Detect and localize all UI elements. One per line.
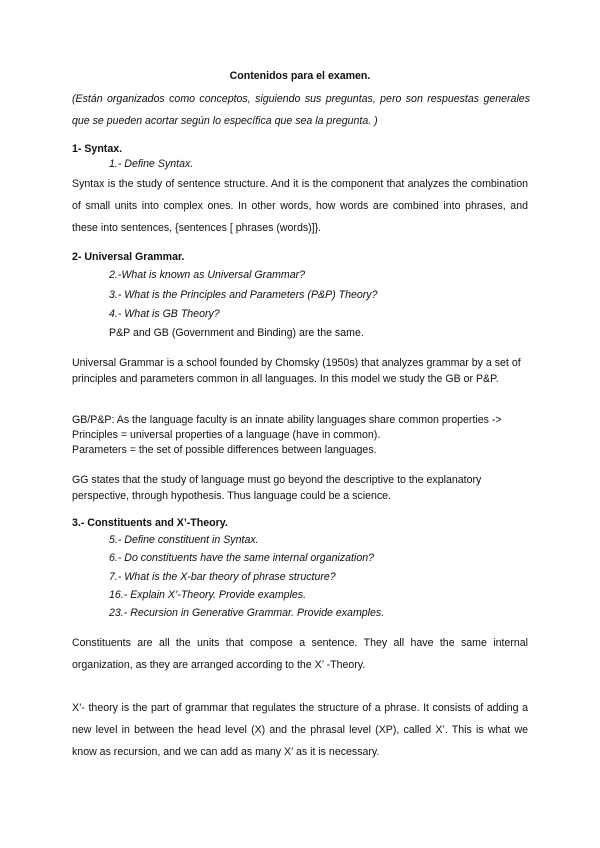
syntax-paragraph: Syntax is the study of sentence structure. And it is the component that analyzes the combination of small units into complex ones. In other words, how words are combined into phrases, and these into sentences, {sentences [ phrases (words)]}. (72, 178, 528, 234)
question-item: 3.- What is the Principles and Parameters (P&P) Theory? (109, 289, 378, 301)
x-bar-paragraph: X’- theory is the part of grammar that regulates the structure of a phrase. It consists of adding a new level in between the head level (X) and the phrasal level (XP), called X’. This is what we know as recursion, and we can add as many X’ as it is necessary. (72, 702, 528, 758)
principles-line: Principles = universal properties of a language (have in common). (72, 429, 381, 441)
universal-grammar-paragraph: Universal Grammar is a school founded by Chomsky (1950s) that analyzes grammar by a set of principles and parameters common in all languages. In this model we study the GB or P&P. (72, 357, 521, 385)
question-item: 4.- What is GB Theory? (109, 308, 220, 320)
section-heading-syntax: 1- Syntax. (72, 143, 123, 155)
pp-gb-note: P&P and GB (Government and Binding) are the same. (109, 327, 364, 339)
gg-paragraph: GG states that the study of language must go beyond the descriptive to the explanatory perspective, through hypothesis. Thus language could be a science. (72, 474, 482, 502)
section-heading-constituents: 3.- Constituents and X’-Theory. (72, 517, 228, 529)
question-item: 7.- What is the X-bar theory of phrase structure? (109, 571, 336, 583)
section-heading-universal-grammar: 2- Universal Grammar. (72, 251, 185, 263)
constituents-paragraph: Constituents are all the units that compose a sentence. They all have the same internal organization, as they are arranged according to the X’ -Theory. (72, 637, 528, 671)
page-title: Contenidos para el examen. (229, 70, 371, 82)
question-item: 1.- Define Syntax. (109, 158, 194, 170)
intro-note: (Están organizados como conceptos, siguiendo sus preguntas, pero son respuestas generales que se pueden acortar según lo específica que sea la pregunta. ) (72, 93, 530, 127)
gb-pp-line: GB/P&P: As the language faculty is an innate ability languages share common properties -> (72, 414, 502, 426)
question-item: 16.- Explain X’-Theory. Provide examples. (109, 589, 307, 601)
question-item: 2.-What is known as Universal Grammar? (109, 269, 306, 281)
question-item: 5.- Define constituent in Syntax. (109, 534, 259, 546)
question-item: 6.- Do constituents have the same internal organization? (109, 552, 374, 564)
question-item: 23.- Recursion in Generative Grammar. Provide examples. (109, 607, 385, 619)
parameters-line: Parameters = the set of possible differences between languages. (72, 444, 377, 456)
